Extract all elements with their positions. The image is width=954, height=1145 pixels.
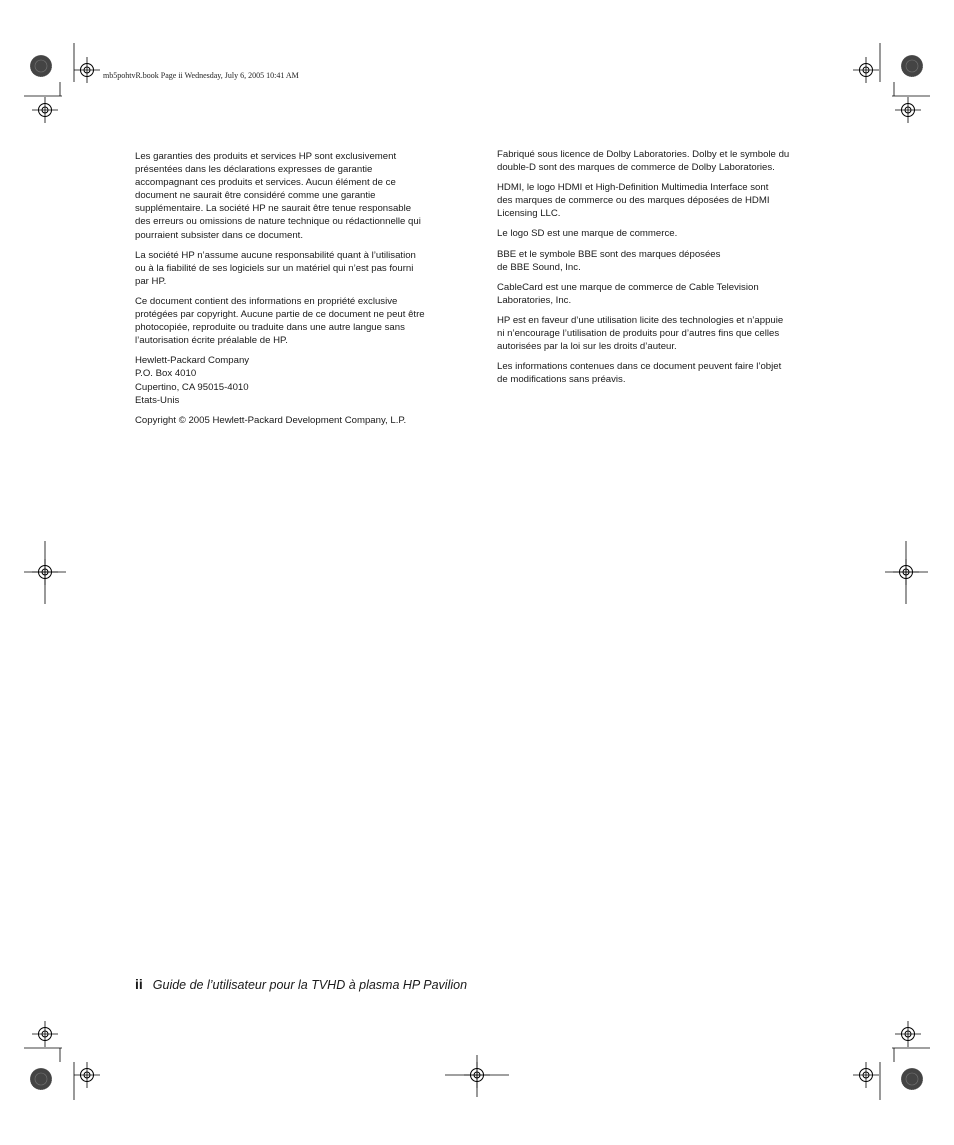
copyright-notice-paragraph: Ce document contient des informations en propriété exclusive protégées par copyright. Aucune partie de ce document ne peut être photocopiée, reproduite ou traduite dans une autre langue sans l’autorisation écrite préalable de HP. xyxy=(135,295,425,347)
page-footer xyxy=(135,976,467,992)
changes-paragraph: Les informations contenues dans ce document peuvent faire l’objet de modifications sans préavis. xyxy=(497,361,782,386)
document-title: Guide de l’utilisateur pour la TVHD à plasma HP Pavilion xyxy=(152,978,468,992)
registration-mark-bottom-center xyxy=(445,1055,509,1097)
dolby-paragraph: Fabriqué sous licence de Dolby Laboratories. Dolby et le symbole du double-D sont des marques de commerce de Dolby Laboratories. xyxy=(497,149,790,174)
sd-logo-paragraph: Le logo SD est une marque de commerce. xyxy=(497,228,678,240)
page-number: ii xyxy=(135,976,143,992)
registration-mark-top-right xyxy=(853,43,930,123)
left-column xyxy=(135,150,455,434)
registration-mark-bottom-left xyxy=(24,1021,100,1100)
registration-mark-bottom-right xyxy=(853,1021,930,1100)
hdmi-paragraph: HDMI, le logo HDMI et High-Definition Multimedia Interface sont des marques de commerce ou des marques déposées de HDMI Licensing LLC. xyxy=(497,182,770,220)
registration-mark-top-left xyxy=(24,43,100,123)
liability-paragraph: La société HP n’assume aucune responsabilité quant à l’utilisation ou à la fiabilité de ses logiciels sur un matériel qui n’est pas fourni par HP. xyxy=(135,249,416,287)
lawful-use-paragraph: HP est en faveur d’une utilisation licite des technologies et n’appuie ni n’encourage l’utilisation de produits pour d’autres fins que celles autorisées par la loi sur les droits d’auteur. xyxy=(497,314,784,353)
company-address: Hewlett-Packard Company P.O. Box 4010 Cupertino, CA 95015-4010 Etats-Unis xyxy=(135,355,250,406)
right-column xyxy=(497,148,815,393)
print-slug: mb5pohtvR.book Page ii Wednesday, July 6, 2005 10:41 AM xyxy=(103,71,299,80)
bbe-paragraph: BBE et le symbole BBE sont des marques déposées de BBE Sound, Inc. xyxy=(497,248,721,273)
copyright-line: Copyright © 2005 Hewlett-Packard Development Company, L.P. xyxy=(135,414,407,426)
cablecard-paragraph: CableCard est une marque de commerce de Cable Television Laboratories, Inc. xyxy=(497,281,759,306)
warranty-paragraph: Les garanties des produits et services HP sont exclusivement présentées dans les déclarations expresses de garantie accompagnant ces produits et services. Aucun élément de ce document ne saurait être considéré comme une garantie supplémentaire. La société HP ne saurait être tenue responsable des erreurs ou omissions de nature technique ou rédactionnelle qui pourraient subsister dans ce document. xyxy=(135,151,421,241)
